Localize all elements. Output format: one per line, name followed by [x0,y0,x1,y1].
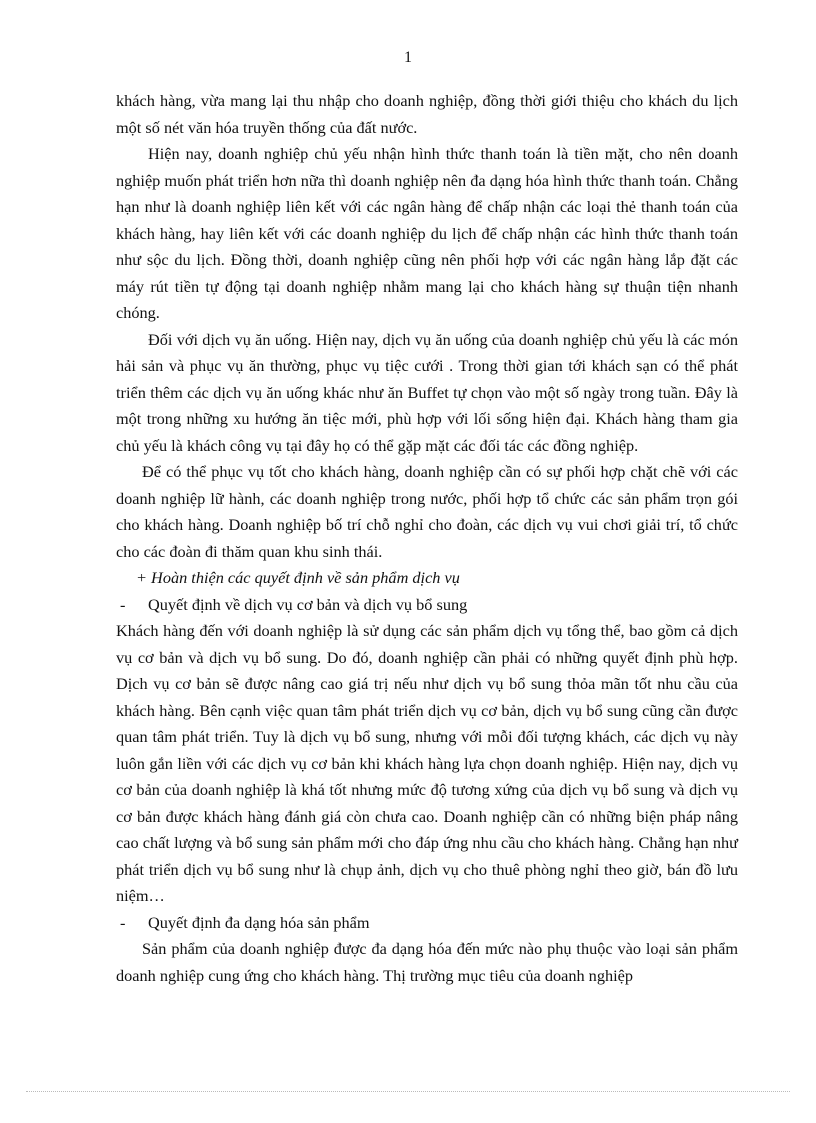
paragraph-food-service: Đối với dịch vụ ăn uống. Hiện nay, dịch vụ ăn uống của doanh nghiệp chủ yếu là các món hải sản và phục vụ ăn thường, phục vụ tiệc cưới . Trong thời gian tới khách sạn có thể phát triển thêm các dịch vụ ăn uống khác như ăn Buffet tự chọn vào một số ngày trong tuần. Đây là một trong những xu hướng ăn tiệc mới, phù hợp với lối sống hiện đại. Khách hàng tham gia chủ yếu là khách công vụ tại đây họ có thể gặp mặt các đối tác các đồng nghiệp. [116,329,738,455]
dash-bullet: - [120,594,126,614]
paragraph-coordination: Để có thể phục vụ tốt cho khách hàng, doanh nghiệp cần có sự phối hợp chặt chẽ với các doanh nghiệp lữ hành, các doanh nghiệp trong nước, phối hợp tổ chức các sản phẩm trọn gói cho khách hàng. Doanh nghiệp bố trí chỗ nghỉ cho đoàn, các dịch vụ vui chơi giải trí, tổ chức cho các đoàn đi thăm quan khu sinh thái. [116,462,738,561]
page-bottom-rule [26,1091,790,1092]
list-item-label: Quyết định đa dạng hóa sản phẩm [148,912,370,932]
page-number: 1 [404,49,412,66]
paragraph-payment-intro: khách hàng, vừa mang lại thu nhập cho doanh nghiệp, đồng thời giới thiệu cho khách du lịch một số nét văn hóa truyền thống của đất nước. [116,91,738,137]
paragraph-basic-services: Khách hàng đến với doanh nghiệp là sử dụng các sản phẩm dịch vụ tổng thể, bao gồm cả dịch vụ cơ bản và dịch vụ bổ sung. Do đó, doanh nghiệp cần phải có những quyết định phù hợp. Dịch vụ cơ bản sẽ được nâng cao giá trị nếu như dịch vụ bổ sung thỏa mãn tốt nhu cầu của khách hàng. Bên cạnh việc quan tâm phát triển dịch vụ cơ bản, dịch vụ bổ sung cũng cần được quan tâm phát triển. Tuy là dịch vụ bổ sung, nhưng với mỗi đối tượng khách, các dịch vụ này luôn gắn liền với các dịch vụ cơ bản khi khách hàng lựa chọn doanh nghiệp. Hiện nay, dịch vụ cơ bản của doanh nghiệp là khá tốt nhưng mức độ tương xứng của dịch vụ bổ sung và dịch vụ cơ bản được khách hàng đánh giá còn chưa cao. Doanh nghiệp cần có những biện pháp nâng cao chất lượng và bổ sung sản phẩm mới cho đáp ứng nhu cầu cho khách hàng. Chẳng hạn như phát triển dịch vụ bổ sung như là chụp ảnh, dịch vụ cho thuê phòng nghỉ theo giờ, bán đồ lưu niệm… [116,621,738,905]
document-body [116,88,738,989]
paragraph-diversification: Sản phẩm của doanh nghiệp được đa dạng hóa đến mức nào phụ thuộc vào loại sản phẩm doanh nghiệp cung ứng cho khách hàng. Thị trường mục tiêu của doanh nghiệp [116,939,738,985]
list-item [116,592,738,619]
section-heading: + Hoàn thiện các quyết định về sản phẩm dịch vụ [136,568,460,587]
paragraph-payment-forms: Hiện nay, doanh nghiệp chủ yếu nhận hình thức thanh toán là tiền mặt, cho nên doanh nghiệp muốn phát triển hơn nữa thì doanh nghiệp nên đa dạng hóa hình thức thanh toán. Chẳng hạn như là doanh nghiệp liên kết với các ngân hàng để chấp nhận các loại thẻ thanh toán của khách hàng, hay liên kết với các doanh nghiệp du lịch để chấp nhận các hình thức thanh toán như sộc du lịch. Đồng thời, doanh nghiệp cũng nên phối hợp với các ngân hàng lắp đặt các máy rút tiền tự động tại doanh nghiệp nhằm mang lại cho khách hàng sự thuận tiện nhanh chóng. [116,144,738,322]
dash-bullet: - [120,912,126,932]
list-item [116,910,738,937]
list-item-label: Quyết định về dịch vụ cơ bản và dịch vụ bổ sung [148,594,468,614]
